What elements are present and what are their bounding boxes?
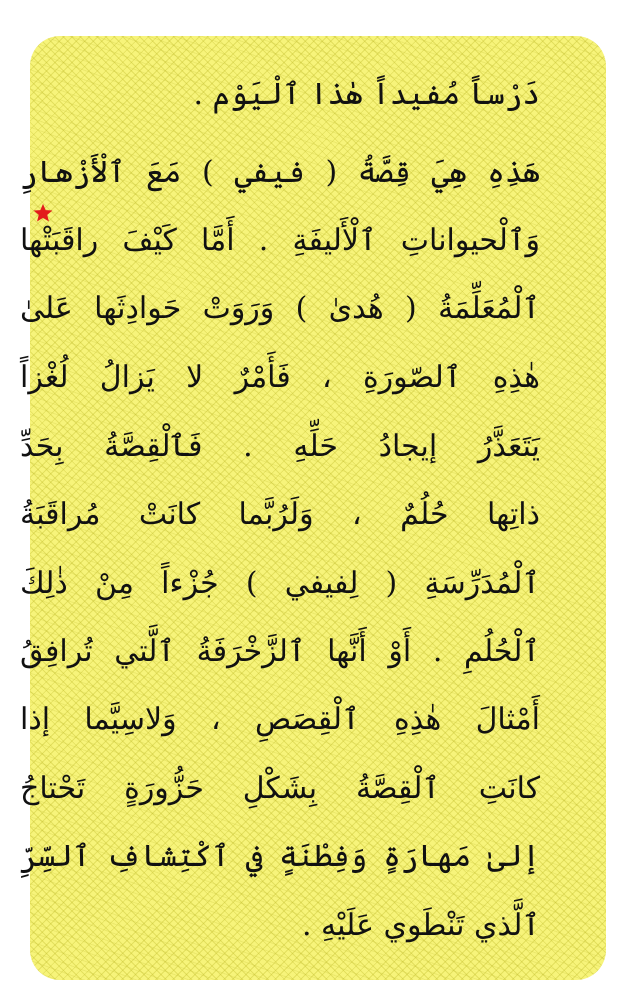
text-line: ٱلْمُعَلِّمَةُ ( هُدىٰ ) وَرَوَتْ حَوادِثَها عَلىٰ — [20, 291, 540, 326]
text-line: أَمْثالَ هٰذِهِ ٱلْقِصَصِ ، وَلاسِيَّما إذا — [20, 702, 540, 737]
text-line: كانَتِ ٱلْقِصَّةُ بِشَكْلِ حَزُّورَةٍ تَحْتاجُ — [20, 771, 540, 806]
text-line: ٱلَّذي تَنْطَوي عَلَيْهِ . — [301, 908, 540, 943]
text-line: هٰذِهِ ٱلصّورَةِ ، فَأَمْرٌ لا يَزالُ لُغْزاً — [20, 360, 540, 395]
text-line: وَٱلْحيواناتِ ٱلْأَليفَةِ . أَمَّا كَيْفَ راقَبَتْها — [20, 223, 540, 258]
page-panel — [20, 36, 606, 980]
text-line: هَذِهِ هِيَ قِصَّةُ ( فيفي ) مَعَ ٱلْأَزْهارِ — [20, 155, 540, 190]
text-line: يَتَعَذَّرُ إيجادُ حَلِّهِ . فَٱلْقِصَّةُ بِحَدِّ — [20, 429, 540, 464]
text-line: ذاتِها حُلُمٌ ، وَلَرُبَّما كانَتْ مُراقَبَةُ — [20, 497, 540, 532]
text-line: ٱلْحُلُمِ . أَوْ أَنَّها ٱلزَّخْرَفَةُ ٱلَّتي تُرافِقُ — [20, 634, 540, 669]
text-line: إلىٰ مَهارَةٍ وَفِطْنَةٍ في ٱكْتِشافِ ٱلسِّرِّ — [20, 839, 540, 874]
text-line: دَرْساً مُفيداً هٰذا ٱلْيَوْم . — [193, 77, 540, 112]
text-line: ٱلْمُدَرِّسَةِ ( لِفيفي ) جُزْءاً مِنْ ذٰلِكَ — [20, 566, 540, 601]
text-block — [20, 36, 540, 980]
